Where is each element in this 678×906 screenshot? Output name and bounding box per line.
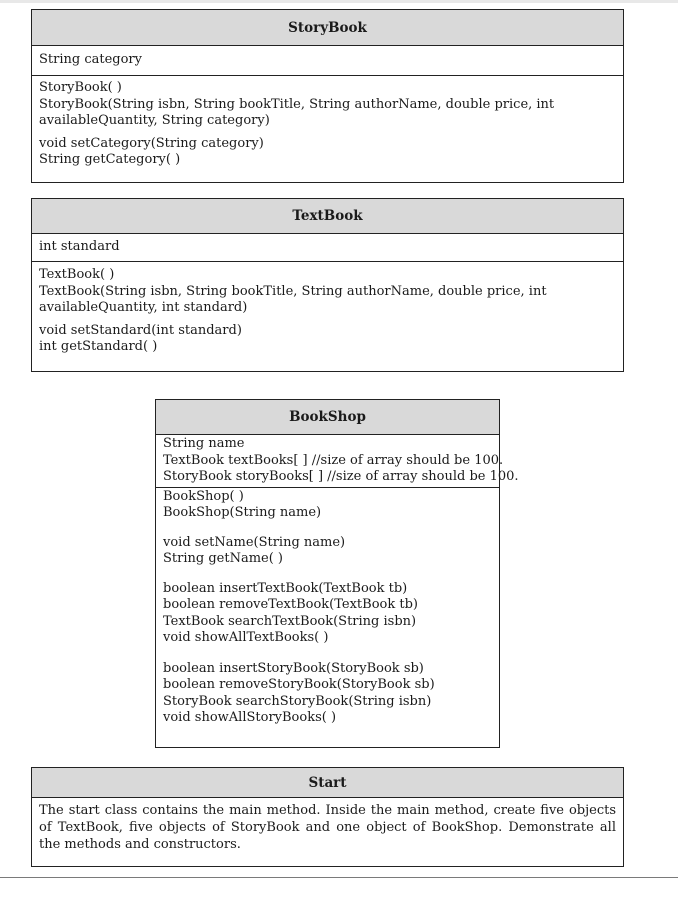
textbook-class-title: TextBook bbox=[32, 199, 623, 234]
bookshop-class-title: BookShop bbox=[156, 400, 499, 435]
start-class-box bbox=[31, 767, 624, 867]
constructor: TextBook(String isbn, String bookTitle, String authorName, double price, int availableQuantity, int standard) bbox=[39, 283, 547, 315]
method: void showAllTextBooks( ) bbox=[163, 630, 329, 645]
start-description: The start class contains the main method. Inside the main method, create five objects of TextBook, five objects of StoryBook and one object of BookShop. Demonstrate all the methods and constructors. bbox=[39, 803, 616, 852]
method: void setName(String name) bbox=[163, 534, 346, 550]
storybook-class-box bbox=[31, 9, 624, 183]
method: String getCategory( ) bbox=[39, 152, 181, 167]
method: StoryBook searchStoryBook(String isbn) bbox=[163, 693, 432, 709]
textbook-attributes bbox=[32, 234, 623, 262]
method: boolean removeStoryBook(StoryBook sb) bbox=[163, 677, 435, 692]
method: int getStandard( ) bbox=[39, 339, 158, 354]
attribute: StoryBook storyBooks[ ] //size of array should be 100. bbox=[163, 469, 519, 484]
method: String getName( ) bbox=[163, 551, 283, 566]
storybook-class-title: StoryBook bbox=[32, 10, 623, 46]
constructor: StoryBook( ) bbox=[39, 80, 122, 95]
constructor: TextBook( ) bbox=[39, 267, 115, 282]
method: void setStandard(int standard) bbox=[39, 322, 242, 338]
bottom-divider bbox=[0, 877, 678, 878]
attribute: TextBook textBooks[ ] //size of array should be 100. bbox=[163, 452, 504, 468]
top-divider bbox=[0, 0, 678, 3]
constructor: BookShop(String name) bbox=[163, 505, 322, 520]
attribute: String name bbox=[163, 436, 245, 451]
method: boolean removeTextBook(TextBook tb) bbox=[163, 597, 418, 612]
method: void setCategory(String category) bbox=[39, 135, 264, 151]
constructor: StoryBook(String isbn, String bookTitle, String authorName, double price, int availableQuantity, String category) bbox=[39, 96, 555, 128]
start-class-title: Start bbox=[32, 768, 623, 798]
constructor: BookShop( ) bbox=[163, 488, 244, 504]
bookshop-class-box bbox=[155, 399, 519, 748]
method: boolean insertStoryBook(StoryBook sb) bbox=[163, 660, 424, 676]
method: boolean insertTextBook(TextBook tb) bbox=[163, 580, 408, 596]
storybook-operations bbox=[32, 76, 623, 172]
method: void showAllStoryBooks( ) bbox=[163, 710, 337, 725]
textbook-class-box bbox=[31, 198, 624, 372]
attribute: String category bbox=[39, 52, 142, 67]
bookshop-operations bbox=[156, 488, 499, 730]
textbook-operations bbox=[32, 262, 623, 359]
storybook-attributes bbox=[32, 46, 623, 76]
method: TextBook searchTextBook(String isbn) bbox=[163, 613, 417, 629]
attribute: int standard bbox=[39, 239, 120, 254]
bookshop-attributes bbox=[156, 435, 519, 488]
